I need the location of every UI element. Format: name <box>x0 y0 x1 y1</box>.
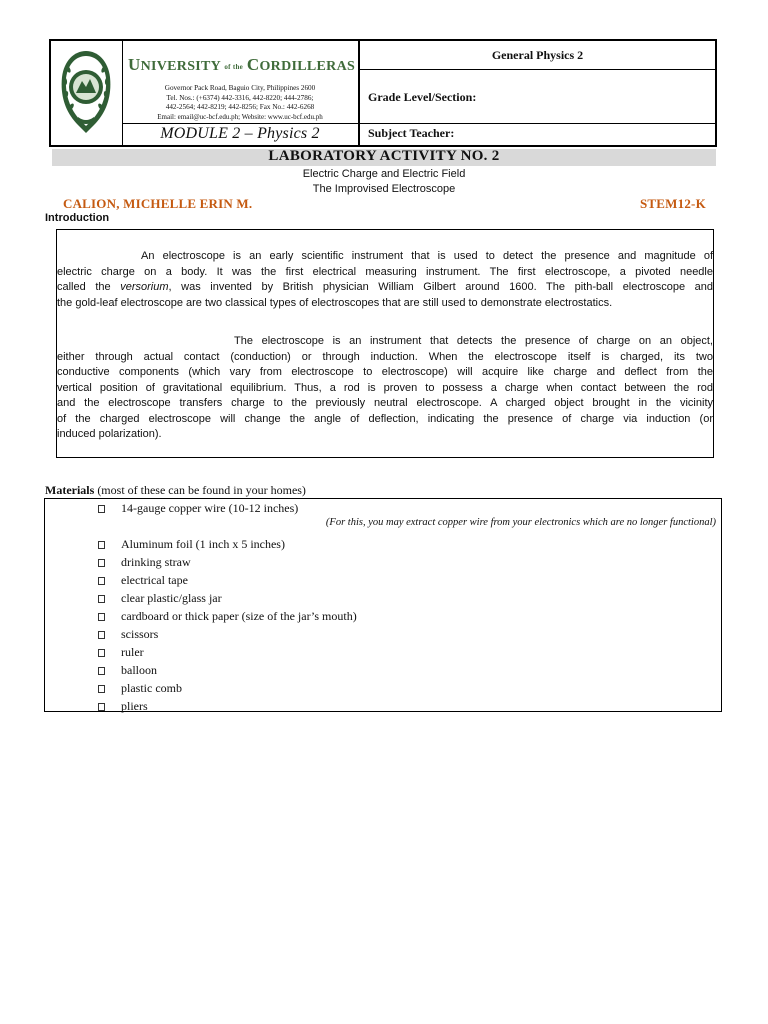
checkbox-bullet-icon <box>98 613 105 621</box>
materials-heading <box>45 483 306 498</box>
course-title: General Physics 2 <box>491 48 584 62</box>
student-section: STEM12-K <box>640 196 706 211</box>
checkbox-bullet-icon <box>98 649 105 657</box>
material-item-label: Aluminum foil (1 inch x 5 inches) <box>121 537 285 551</box>
checkbox-bullet-icon <box>98 703 105 711</box>
document-header <box>49 39 717 147</box>
material-item <box>45 609 721 627</box>
divider <box>360 69 715 70</box>
activity-title: LABORATORY ACTIVITY NO. 2 <box>268 148 500 164</box>
university-info-cell <box>122 41 360 145</box>
checkbox-bullet-icon <box>98 505 105 513</box>
activity-subtitle-2: The Improvised Electroscope <box>312 183 456 195</box>
material-item <box>45 645 721 663</box>
introduction-heading: Introduction <box>45 212 110 224</box>
material-item-label: 14-gauge copper wire (10-12 inches) <box>121 501 299 515</box>
address-line: 442-2564; 442-8219; 442-8256; Fax No.: 442-6268 <box>165 103 315 112</box>
material-item-label: plastic comb <box>121 681 182 695</box>
divider <box>360 123 715 124</box>
intro-paragraph-2 <box>57 334 713 443</box>
paragraph-line: The electroscope is an instrument that detects the presence of charge on an object, <box>234 335 713 347</box>
grade-level-label: Grade Level/Section: <box>368 90 477 104</box>
material-item <box>45 591 721 609</box>
paragraph-line: An electroscope is an early scientific instrument that is used to detect the presence and magnitude of <box>141 250 713 262</box>
module-label: MODULE 2 – Physics 2 <box>160 125 320 142</box>
material-item <box>45 555 721 573</box>
university-seal-icon <box>56 47 116 137</box>
paragraph-line: called the versorium, was invented by British physician William Gilbert around 1600. The pith-ball electroscope and <box>57 281 713 293</box>
material-item-label: scissors <box>121 627 159 641</box>
paragraph-line: induced polarization). <box>57 428 162 440</box>
checkbox-bullet-icon <box>98 631 105 639</box>
paragraph-line: of the charged electroscope will change the angle of deflection, indicating the presence of charge via induction (or <box>57 412 713 425</box>
material-item <box>45 681 721 699</box>
materials-heading-bold: Materials <box>45 483 95 497</box>
activity-subtitle-1: Electric Charge and Electric Field <box>302 168 466 180</box>
university-name: UNIVERSITY of the CORDILLERAS <box>128 55 356 74</box>
course-info-cell <box>360 41 715 145</box>
material-item <box>45 699 721 717</box>
checkbox-bullet-icon <box>98 541 105 549</box>
materials-heading-note: (most of these can be found in your homes) <box>94 483 306 497</box>
address-line: Tel. Nos.: (+6374) 442-3316, 442-8220; 444-2786; <box>166 93 314 102</box>
subject-teacher-label: Subject Teacher: <box>368 126 455 140</box>
material-item <box>45 537 721 555</box>
address-line: Governor Pack Road, Baguio City, Philippines 2600 <box>164 84 316 92</box>
student-name: CALION, MICHELLE ERIN M. <box>63 196 253 211</box>
materials-box <box>44 498 722 712</box>
material-item-label: ruler <box>121 645 144 659</box>
material-item <box>45 663 721 681</box>
checkbox-bullet-icon <box>98 667 105 675</box>
divider <box>122 123 358 124</box>
checkbox-bullet-icon <box>98 577 105 585</box>
material-item-label: clear plastic/glass jar <box>121 591 222 605</box>
paragraph-line: electric charge on a body. It was the first electrical measuring instrument. The first electroscope, a pivoted needle <box>57 265 713 278</box>
paragraph-line: vertical position of gravitational equilibrium. Thus, a rod is proven to possess a charge when contact between the rod <box>57 381 713 394</box>
material-item <box>45 627 721 645</box>
paragraph-line: conductive components (which vary from electroscope to electroscope) will acquire like charge and deflect from the <box>57 366 713 378</box>
paragraph-line: and the electroscope transfers charge to the previously neutral electroscope. A charged object brought in the vicinity <box>57 397 713 409</box>
material-note: (For this, you may extract copper wire from your electronics which are no longer functional) <box>325 517 716 528</box>
university-email: Email: email@uc-bcf.edu.ph; Website: www.uc-bcf.edu.ph <box>157 113 323 121</box>
material-item <box>45 573 721 591</box>
material-item-label: electrical tape <box>121 573 188 587</box>
italic-term: versorium <box>120 281 169 293</box>
paragraph-line: either through actual contact (conduction) or through induction. When the electroscope itself is charged, its two <box>57 350 713 363</box>
logo-cell <box>51 41 123 145</box>
material-item-label: cardboard or thick paper (size of the jar’s mouth) <box>121 609 357 623</box>
paragraph-line: the gold-leaf electroscope are two classical types of electroscopes that are still used to demonstrate electrostatics. <box>57 296 613 309</box>
intro-paragraph-1 <box>57 249 713 311</box>
checkbox-bullet-icon <box>98 685 105 693</box>
material-item-label: pliers <box>121 699 148 713</box>
checkbox-bullet-icon <box>98 559 105 567</box>
material-item-label: drinking straw <box>121 555 191 569</box>
material-item-label: balloon <box>121 663 157 677</box>
introduction-box <box>56 229 714 458</box>
university-address <box>126 84 354 113</box>
checkbox-bullet-icon <box>98 595 105 603</box>
